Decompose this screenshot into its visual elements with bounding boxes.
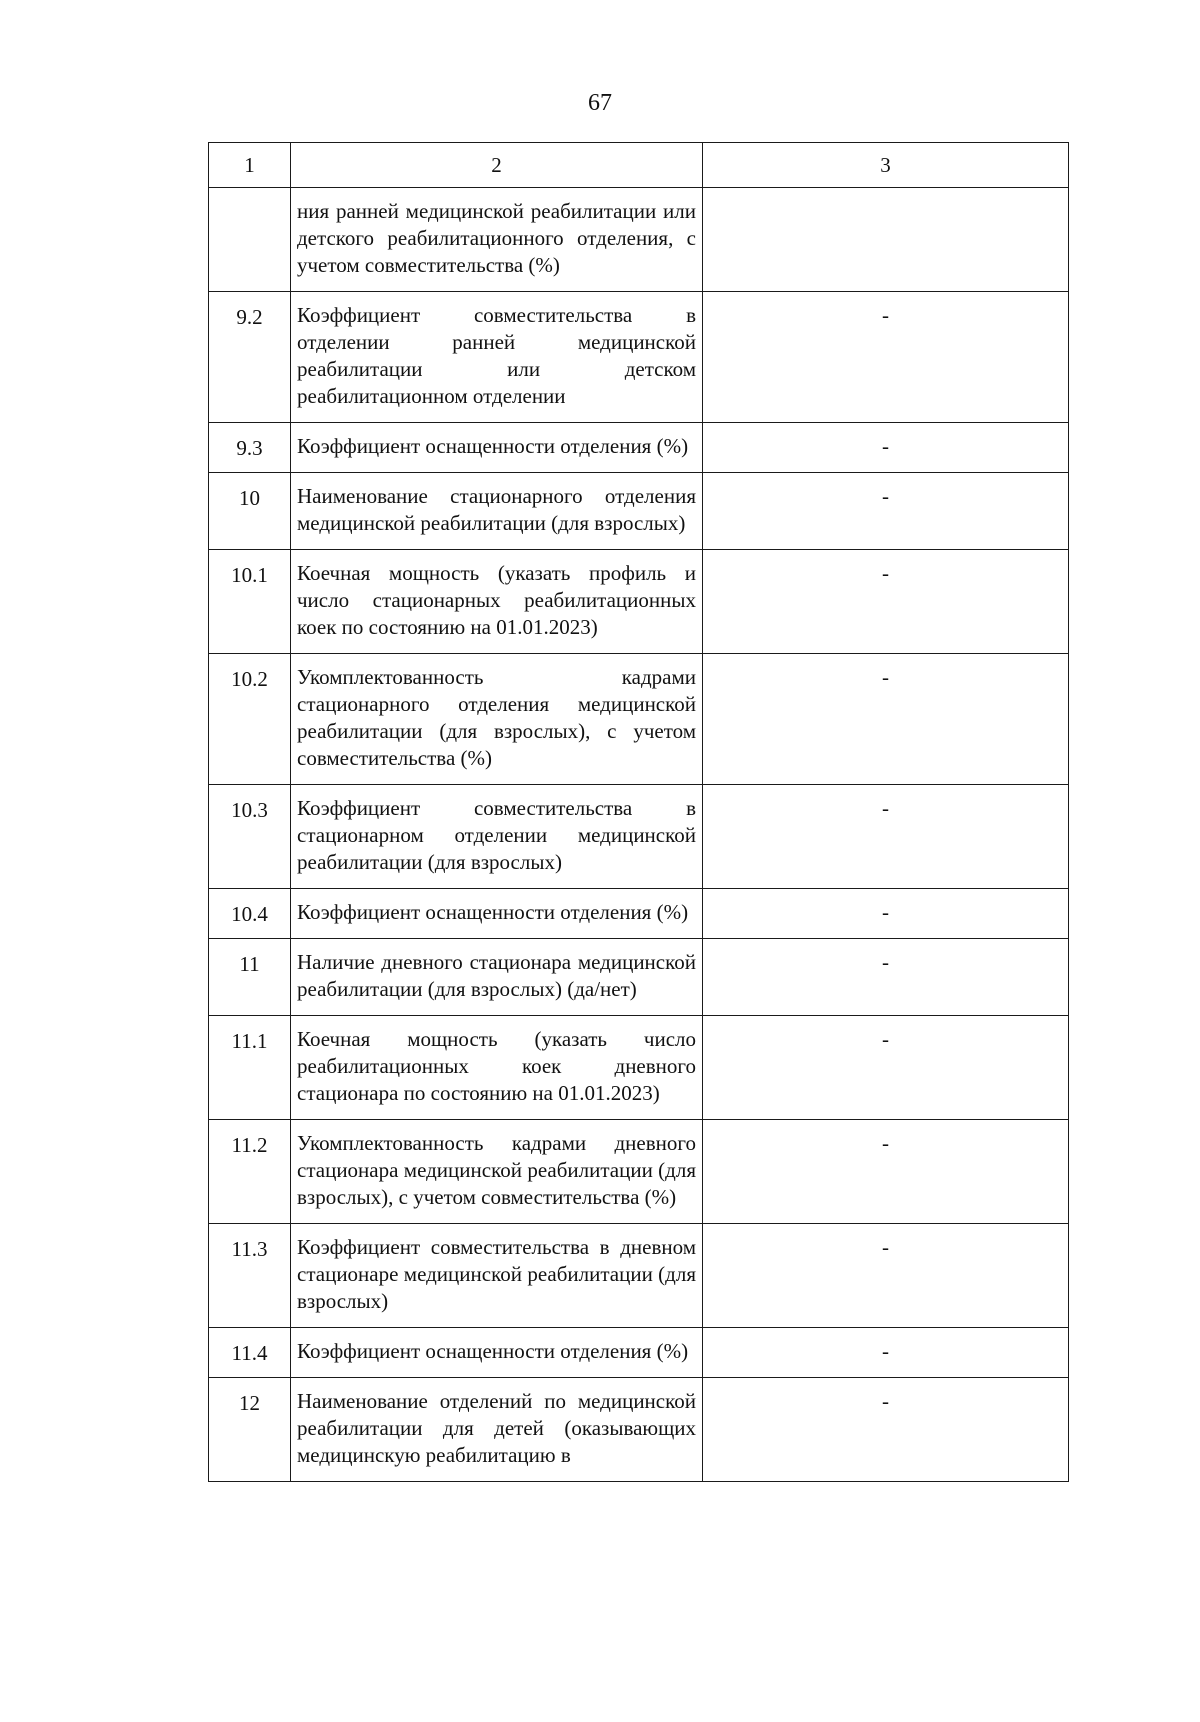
row-value: - [703, 473, 1069, 550]
row-value: - [703, 1378, 1069, 1482]
row-value: - [703, 939, 1069, 1016]
column-header-3: 3 [703, 143, 1069, 188]
row-number: 10.2 [209, 654, 291, 785]
row-description: Коэффициент оснащенности отделения (%) [291, 423, 703, 473]
row-description: Наименование стационарного отделения медицинской реабилитации (для взрослых) [291, 473, 703, 550]
row-description: Коэффициент оснащенности отделения (%) [291, 889, 703, 939]
row-description: Коечная мощность (указать профиль и число стационарных реабилитационных коек по состоянию на 01.01.2023) [291, 550, 703, 654]
row-description: ния ранней медицинской реабилитации или детского реабилитационного отделения, с учетом совместительства (%) [291, 188, 703, 292]
row-value: - [703, 292, 1069, 423]
table-row [209, 423, 1069, 473]
column-header-1: 1 [209, 143, 291, 188]
row-description: Коэффициент совместительства в стационарном отделении медицинской реабилитации (для взрослых) [291, 785, 703, 889]
row-description: Укомплектованность кадрами стационарного отделения медицинской реабилитации (для взрослых), с учетом совместительства (%) [291, 654, 703, 785]
row-number: 10.1 [209, 550, 291, 654]
table-row [209, 939, 1069, 1016]
row-number: 12 [209, 1378, 291, 1482]
row-number: 10.4 [209, 889, 291, 939]
row-value [703, 188, 1069, 292]
table-row [209, 889, 1069, 939]
column-header-2: 2 [291, 143, 703, 188]
row-number [209, 188, 291, 292]
table-row [209, 188, 1069, 292]
table-row [209, 1120, 1069, 1224]
row-number: 11.1 [209, 1016, 291, 1120]
row-value: - [703, 889, 1069, 939]
row-description: Укомплектованность кадрами дневного стационара медицинской реабилитации (для взрослых), с учетом совместительства (%) [291, 1120, 703, 1224]
row-description: Наличие дневного стационара медицинской реабилитации (для взрослых) (да/нет) [291, 939, 703, 1016]
row-description: Коечная мощность (указать число реабилитационных коек дневного стационара по состоянию на 01.01.2023) [291, 1016, 703, 1120]
row-description: Наименование отделений по медицинской реабилитации для детей (оказывающих медицинскую реабилитацию в [291, 1378, 703, 1482]
row-number: 11.3 [209, 1224, 291, 1328]
table-row [209, 473, 1069, 550]
row-number: 11 [209, 939, 291, 1016]
row-value: - [703, 1016, 1069, 1120]
row-number: 10 [209, 473, 291, 550]
row-value: - [703, 1328, 1069, 1378]
table-row [209, 1224, 1069, 1328]
row-number: 11.4 [209, 1328, 291, 1378]
row-description: Коэффициент оснащенности отделения (%) [291, 1328, 703, 1378]
row-value: - [703, 550, 1069, 654]
row-number: 10.3 [209, 785, 291, 889]
row-value: - [703, 1120, 1069, 1224]
table-row [209, 785, 1069, 889]
table-row [209, 292, 1069, 423]
table-row [209, 1016, 1069, 1120]
row-value: - [703, 1224, 1069, 1328]
row-description: Коэффициент совместительства в отделении ранней медицинской реабилитации или детском реабилитационном отделении [291, 292, 703, 423]
document-table [208, 142, 1069, 1482]
row-description: Коэффициент совместительства в дневном стационаре медицинской реабилитации (для взрослых) [291, 1224, 703, 1328]
row-value: - [703, 785, 1069, 889]
row-number: 11.2 [209, 1120, 291, 1224]
row-number: 9.2 [209, 292, 291, 423]
table-header-row [209, 143, 1069, 188]
table-row [209, 1378, 1069, 1482]
row-value: - [703, 423, 1069, 473]
row-number: 9.3 [209, 423, 291, 473]
table-row [209, 1328, 1069, 1378]
row-value: - [703, 654, 1069, 785]
table-row [209, 654, 1069, 785]
table-row [209, 550, 1069, 654]
page-number: 67 [588, 90, 612, 116]
